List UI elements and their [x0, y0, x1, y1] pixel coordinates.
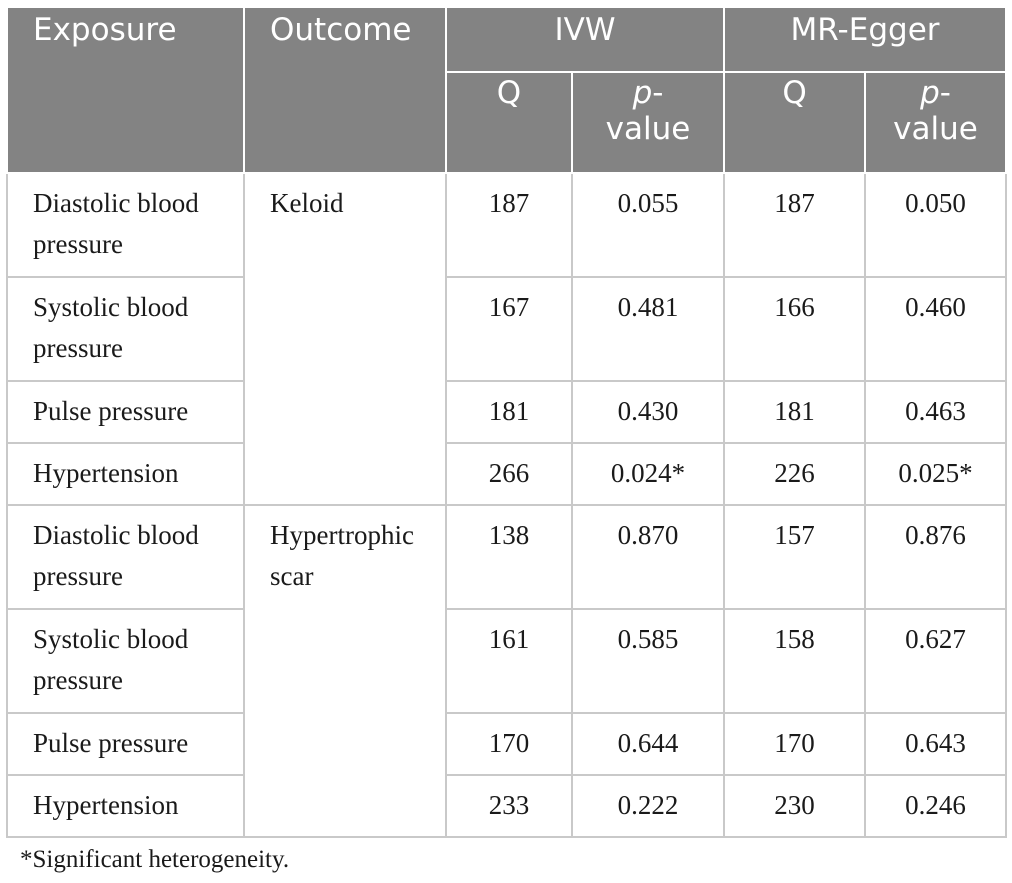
heterogeneity-table	[6, 6, 1007, 838]
table-row	[7, 775, 1006, 837]
header-ivw-q: Q	[446, 72, 572, 173]
ivw-q-cell: 167	[446, 277, 572, 381]
ivw-q-cell: 233	[446, 775, 572, 837]
egger-q-cell: 158	[724, 609, 865, 713]
table-row	[7, 381, 1006, 443]
value-label: value	[893, 111, 978, 147]
exposure-cell: Pulse pressure	[7, 381, 244, 443]
egger-p-cell: 0.246	[865, 775, 1006, 837]
hyphen: -	[652, 75, 664, 111]
egger-p-cell: 0.627	[865, 609, 1006, 713]
ivw-p-cell: 0.430	[572, 381, 724, 443]
egger-p-cell: 0.876	[865, 505, 1006, 609]
table-row	[7, 443, 1006, 505]
outcome-cell: Hypertrophic scar	[244, 505, 446, 837]
table-row	[7, 173, 1006, 277]
egger-p-cell: 0.460	[865, 277, 1006, 381]
ivw-p-cell: 0.870	[572, 505, 724, 609]
outcome-cell: Keloid	[244, 173, 446, 505]
exposure-cell: Pulse pressure	[7, 713, 244, 775]
ivw-p-cell: 0.222	[572, 775, 724, 837]
egger-q-cell: 157	[724, 505, 865, 609]
egger-p-cell: 0.463	[865, 381, 1006, 443]
table-row	[7, 713, 1006, 775]
table-footnote: *Significant heterogeneity.	[20, 846, 290, 873]
egger-q-cell: 166	[724, 277, 865, 381]
ivw-q-cell: 170	[446, 713, 572, 775]
header-egger-q: Q	[724, 72, 865, 173]
egger-p-cell: 0.050	[865, 173, 1006, 277]
p-label: p	[920, 75, 940, 111]
header-outcome: Outcome	[244, 7, 446, 173]
hyphen: -	[939, 75, 951, 111]
ivw-p-cell: 0.055	[572, 173, 724, 277]
value-label: value	[605, 111, 691, 147]
table-row	[7, 505, 1006, 609]
header-ivw: IVW	[446, 7, 724, 72]
ivw-q-cell: 266	[446, 443, 572, 505]
egger-q-cell: 170	[724, 713, 865, 775]
exposure-cell: Hypertension	[7, 775, 244, 837]
ivw-q-cell: 181	[446, 381, 572, 443]
header-ivw-p-value	[572, 72, 724, 173]
exposure-cell: Hypertension	[7, 443, 244, 505]
ivw-q-cell: 187	[446, 173, 572, 277]
egger-q-cell: 181	[724, 381, 865, 443]
exposure-cell: Diastolic blood pressure	[7, 173, 244, 277]
exposure-cell: Systolic blood pressure	[7, 609, 244, 713]
ivw-q-cell: 161	[446, 609, 572, 713]
ivw-q-cell: 138	[446, 505, 572, 609]
exposure-cell: Diastolic blood pressure	[7, 505, 244, 609]
ivw-p-cell: 0.024*	[572, 443, 724, 505]
ivw-p-cell: 0.644	[572, 713, 724, 775]
egger-q-cell: 187	[724, 173, 865, 277]
ivw-p-cell: 0.481	[572, 277, 724, 381]
table-row	[7, 609, 1006, 713]
egger-p-cell: 0.643	[865, 713, 1006, 775]
header-exposure: Exposure	[7, 7, 244, 173]
header-egger-p-value	[865, 72, 1006, 173]
egger-q-cell: 226	[724, 443, 865, 505]
header-mr-egger: MR-Egger	[724, 7, 1006, 72]
egger-p-cell: 0.025*	[865, 443, 1006, 505]
egger-q-cell: 230	[724, 775, 865, 837]
p-label: p	[632, 75, 653, 111]
ivw-p-cell: 0.585	[572, 609, 724, 713]
exposure-cell: Systolic blood pressure	[7, 277, 244, 381]
table-row	[7, 277, 1006, 381]
